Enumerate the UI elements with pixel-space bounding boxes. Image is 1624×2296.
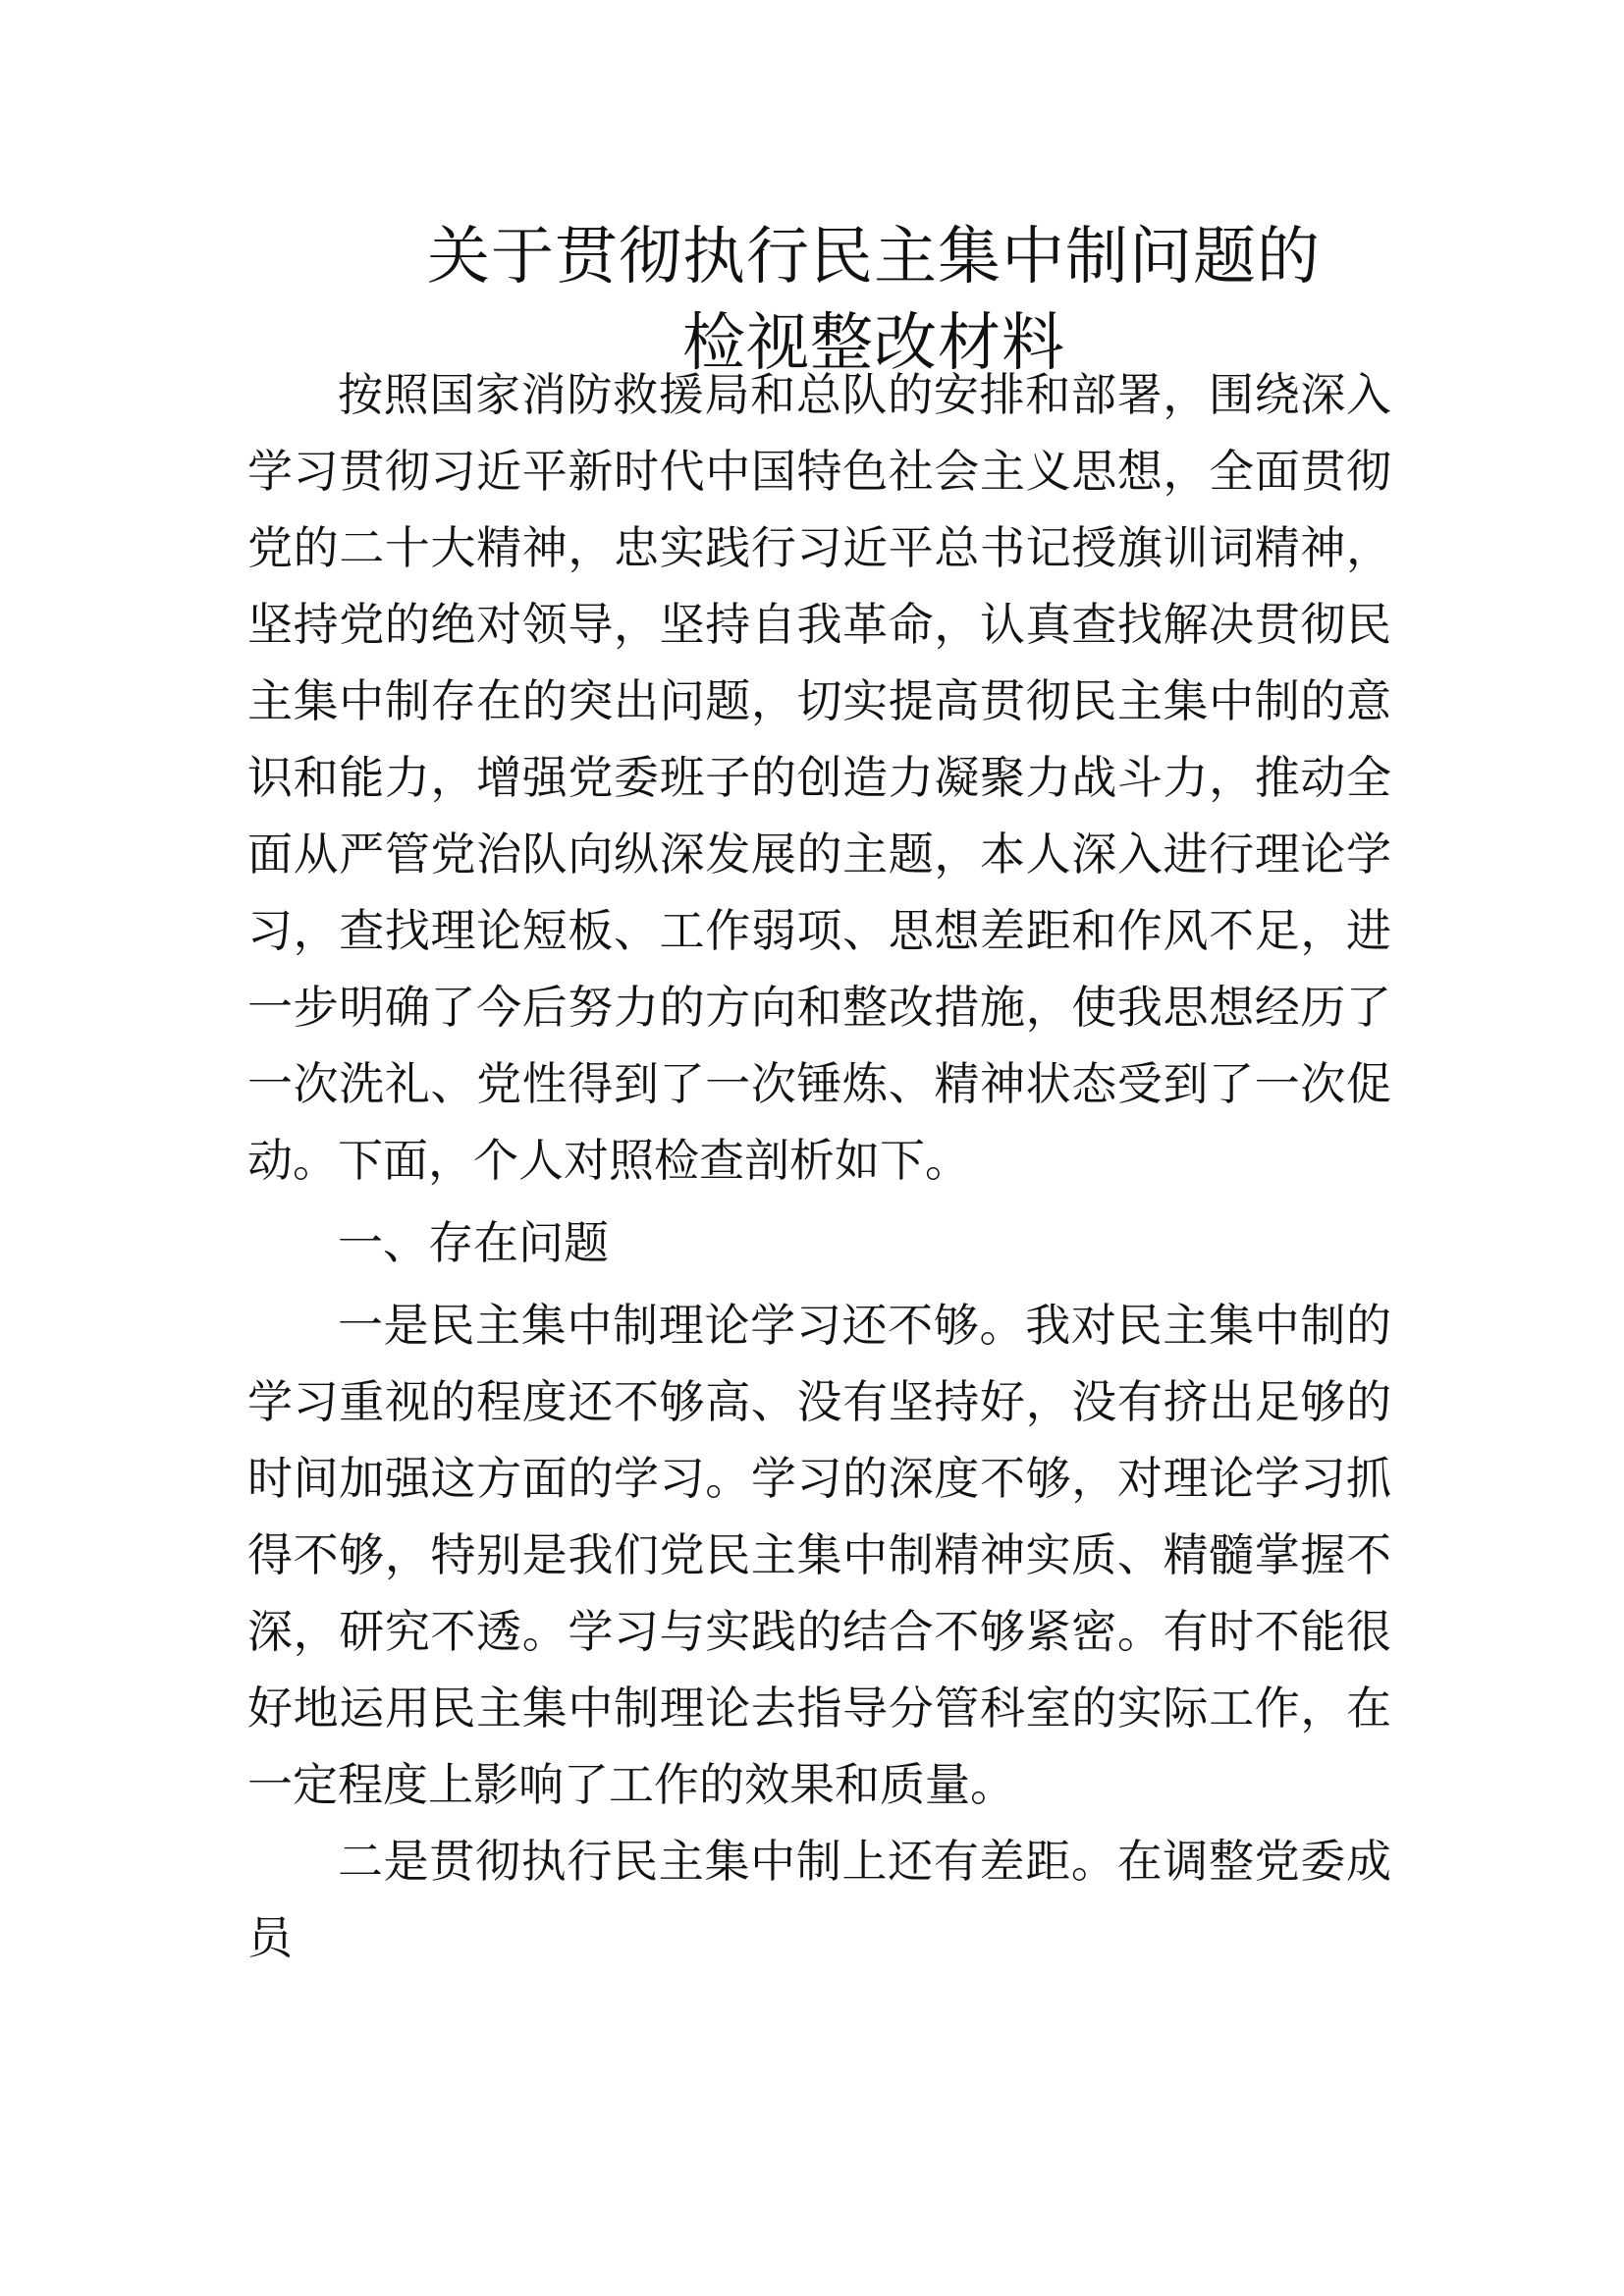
problem-paragraph-2: 二是贯彻执行民主集中制上还有差距。在调整党委成员 xyxy=(247,1835,1391,1964)
intro-paragraph: 按照国家消防救援局和总队的安排和部署，围绕深入学习贯彻习近平新时代中国特色社会主义思想，全面贯彻党的二十大精神，忠实践行习近平总书记授旗训词精神，坚持党的绝对领导，坚持自我革命，认真查找解决贯彻民主集中制存在的突出问题，切实提高贯彻民主集中制的意识和能力，增强党委班子的创造力凝聚力战斗力，推动全面从严管党治队向纵深发展的主题，本人深入进行理论学习，查找理论短板、工作弱项、思想差距和作风不足，进一步明确了今后努力的方向和整改措施，使我思想经历了一次洗礼、党性得到了一次锤炼、精神状态受到了一次促动。下面，个人对照检查剖析如下。 xyxy=(247,368,1391,1187)
section-heading-problems: 一、存在问题 xyxy=(338,1216,609,1269)
document-title-line-1: 关于贯彻执行民主集中制问题的 xyxy=(427,221,1321,294)
problem-paragraph-1: 一是民主集中制理论学习还不够。我对民主集中制的学习重视的程度还不够高、没有坚持好，没有挤出足够的时间加强这方面的学习。学习的深度不够，对理论学习抓得不够，特别是我们党民主集中制精神实质、精髓掌握不深，研究不透。学习与实践的结合不够紧密。有时不能很好地运用民主集中制理论去指导分管科室的实际工作，在一定程度上影响了工作的效果和质量。 xyxy=(247,1299,1391,1811)
document-body xyxy=(247,356,1391,1976)
document-title-line-2: 检视整改材料 xyxy=(682,307,1065,380)
